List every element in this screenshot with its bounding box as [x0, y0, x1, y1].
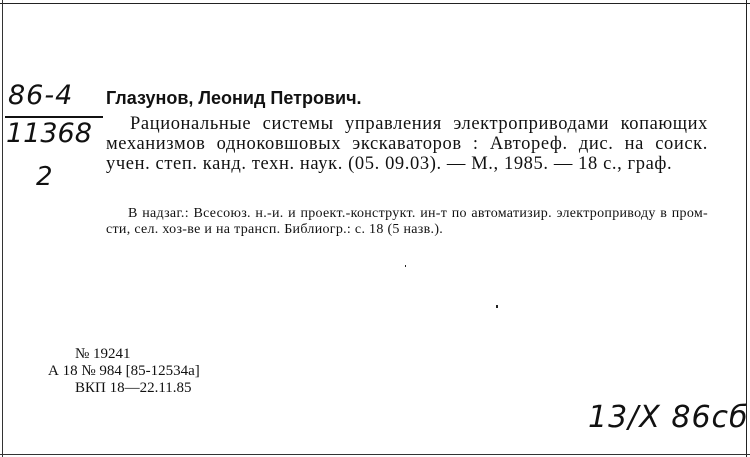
card-border-bottom	[0, 454, 750, 455]
description-text: Рациональные системы управления электроприводами копающих механизмов одноковшовых экскаваторов : Автореф. дис. на соиск. учен. степ. канд. техн. наук. (05. 09.03). — М., 1985. — 18 с., граф.	[106, 114, 708, 174]
shelf-code-bottom: 11368	[6, 118, 92, 149]
footer-handwritten-note: 13/X 86сб	[588, 400, 749, 435]
card-border-right	[746, 0, 747, 457]
author-heading: Глазунов, Леонид Петрович.	[106, 88, 362, 108]
bibliographic-note	[106, 206, 708, 238]
note-text: В надзаг.: Всесоюз. н.-и. и проект.-конструкт. ин-т по автоматизир. электроприводу в пром-сти, сел. хоз-ве и на трансп. Библиогр.: с. 18 (5 назв.).	[106, 206, 708, 237]
card-border-top	[0, 3, 750, 4]
registry-number: А 18 № 984 [85-12534а]	[48, 363, 200, 379]
scan-speck	[496, 305, 498, 308]
bibliographic-description	[106, 114, 708, 174]
vkp-number: ВКП 18—22.11.85	[75, 380, 192, 396]
card-border-left	[2, 0, 3, 457]
copy-mark: 2	[36, 162, 53, 192]
shelf-code-top: 86-4	[8, 80, 74, 111]
catalog-number: № 19241	[75, 346, 131, 362]
scan-speck	[405, 265, 406, 267]
